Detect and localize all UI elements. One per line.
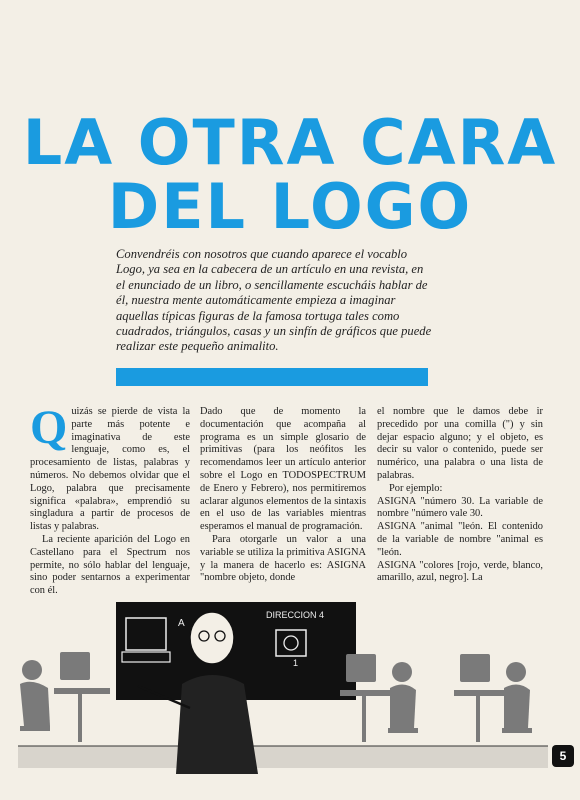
text-column-1 — [30, 401, 190, 598]
text-column-2 — [200, 406, 366, 585]
column3-paragraph2: Por ejemplo: — [389, 482, 443, 494]
student-figure-left — [20, 652, 110, 742]
intro-paragraph: Convendréis con nosotros que cuando aparece el vocablo Logo, ya sea en la cabecera de un artículo en una revista, en el enunciado de un libro, o sencillamente escucháis hablar de él, nuestra mente automáticamente empieza a imaginar aquellas típicas figuras de la famosa tortuga tales como cuadrados, triángulos, casas y un sinfín de gráficos que puede realizar este pequeño animalito. — [116, 247, 432, 354]
student-figure-right-2 — [454, 654, 532, 742]
text-column-3 — [377, 406, 543, 585]
blackboard-text-direction: DIRECCION 4 — [266, 610, 325, 620]
drop-cap: Q — [30, 401, 68, 454]
blackboard-text-a: A — [178, 618, 185, 629]
column1-paragraph1: uizás se pierde de vista la parte más potente e imaginativa de este lenguaje, como es, el procesamiento de listas, palabras y números. No debemos olvidar que el Logo, palabra que precisamente significa «palabra», emprendió su singladura a partir de procesos de listas y palabras. — [30, 406, 190, 533]
classroom-illustration — [18, 596, 548, 774]
page-number: 5 — [552, 745, 574, 767]
column3-paragraph4: ASIGNA "animal "león. El contenido de la variable de nombre "animal es "león. — [377, 521, 543, 558]
column1-paragraph2: La reciente aparición del Logo en Castellano para el Spectrum nos permite, no sólo hablar del lenguaje, sino poder sentarnos a experimentar con él. — [30, 533, 190, 597]
article-title-line1: LA OTRA CARA — [22, 106, 558, 179]
floor — [18, 746, 548, 768]
column2-paragraph1: Dado que de momento la documentación que acompaña al programa es un simple glosario de primitivas (para los neófitos les recomendamos leer un artículo anterior sobre el Logo en TODOSPECTRUM de Enero y Febrero), nos permitiremos aclarar algunos elementos de la sintaxis en el uso de las variables mientras esperamos el manual de programación. — [200, 406, 366, 533]
column3-paragraph3: ASIGNA "número 30. La variable de nombre "número vale 30. — [377, 495, 543, 520]
column3-paragraph5: ASIGNA "colores [rojo, verde, blanco, amarillo, azul, negro]. La — [377, 559, 543, 584]
column2-paragraph2: Para otorgarle un valor a una variable se utiliza la primitiva ASIGNA y la manera de hacerlo es: ASIGNA "nombre objeto, donde — [200, 533, 366, 584]
column3-paragraph1: el nombre que le damos debe ir precedido por una comilla (") y sin dejar espacio alguno; y el objeto, es decir su valor o contenido, puede ser numérico, una palabra o una lista de palabras. — [377, 406, 543, 481]
decorative-blue-bar — [116, 368, 428, 386]
blackboard-text-one: 1 — [293, 658, 299, 668]
article-title-line2: DEL LOGO — [107, 170, 473, 243]
